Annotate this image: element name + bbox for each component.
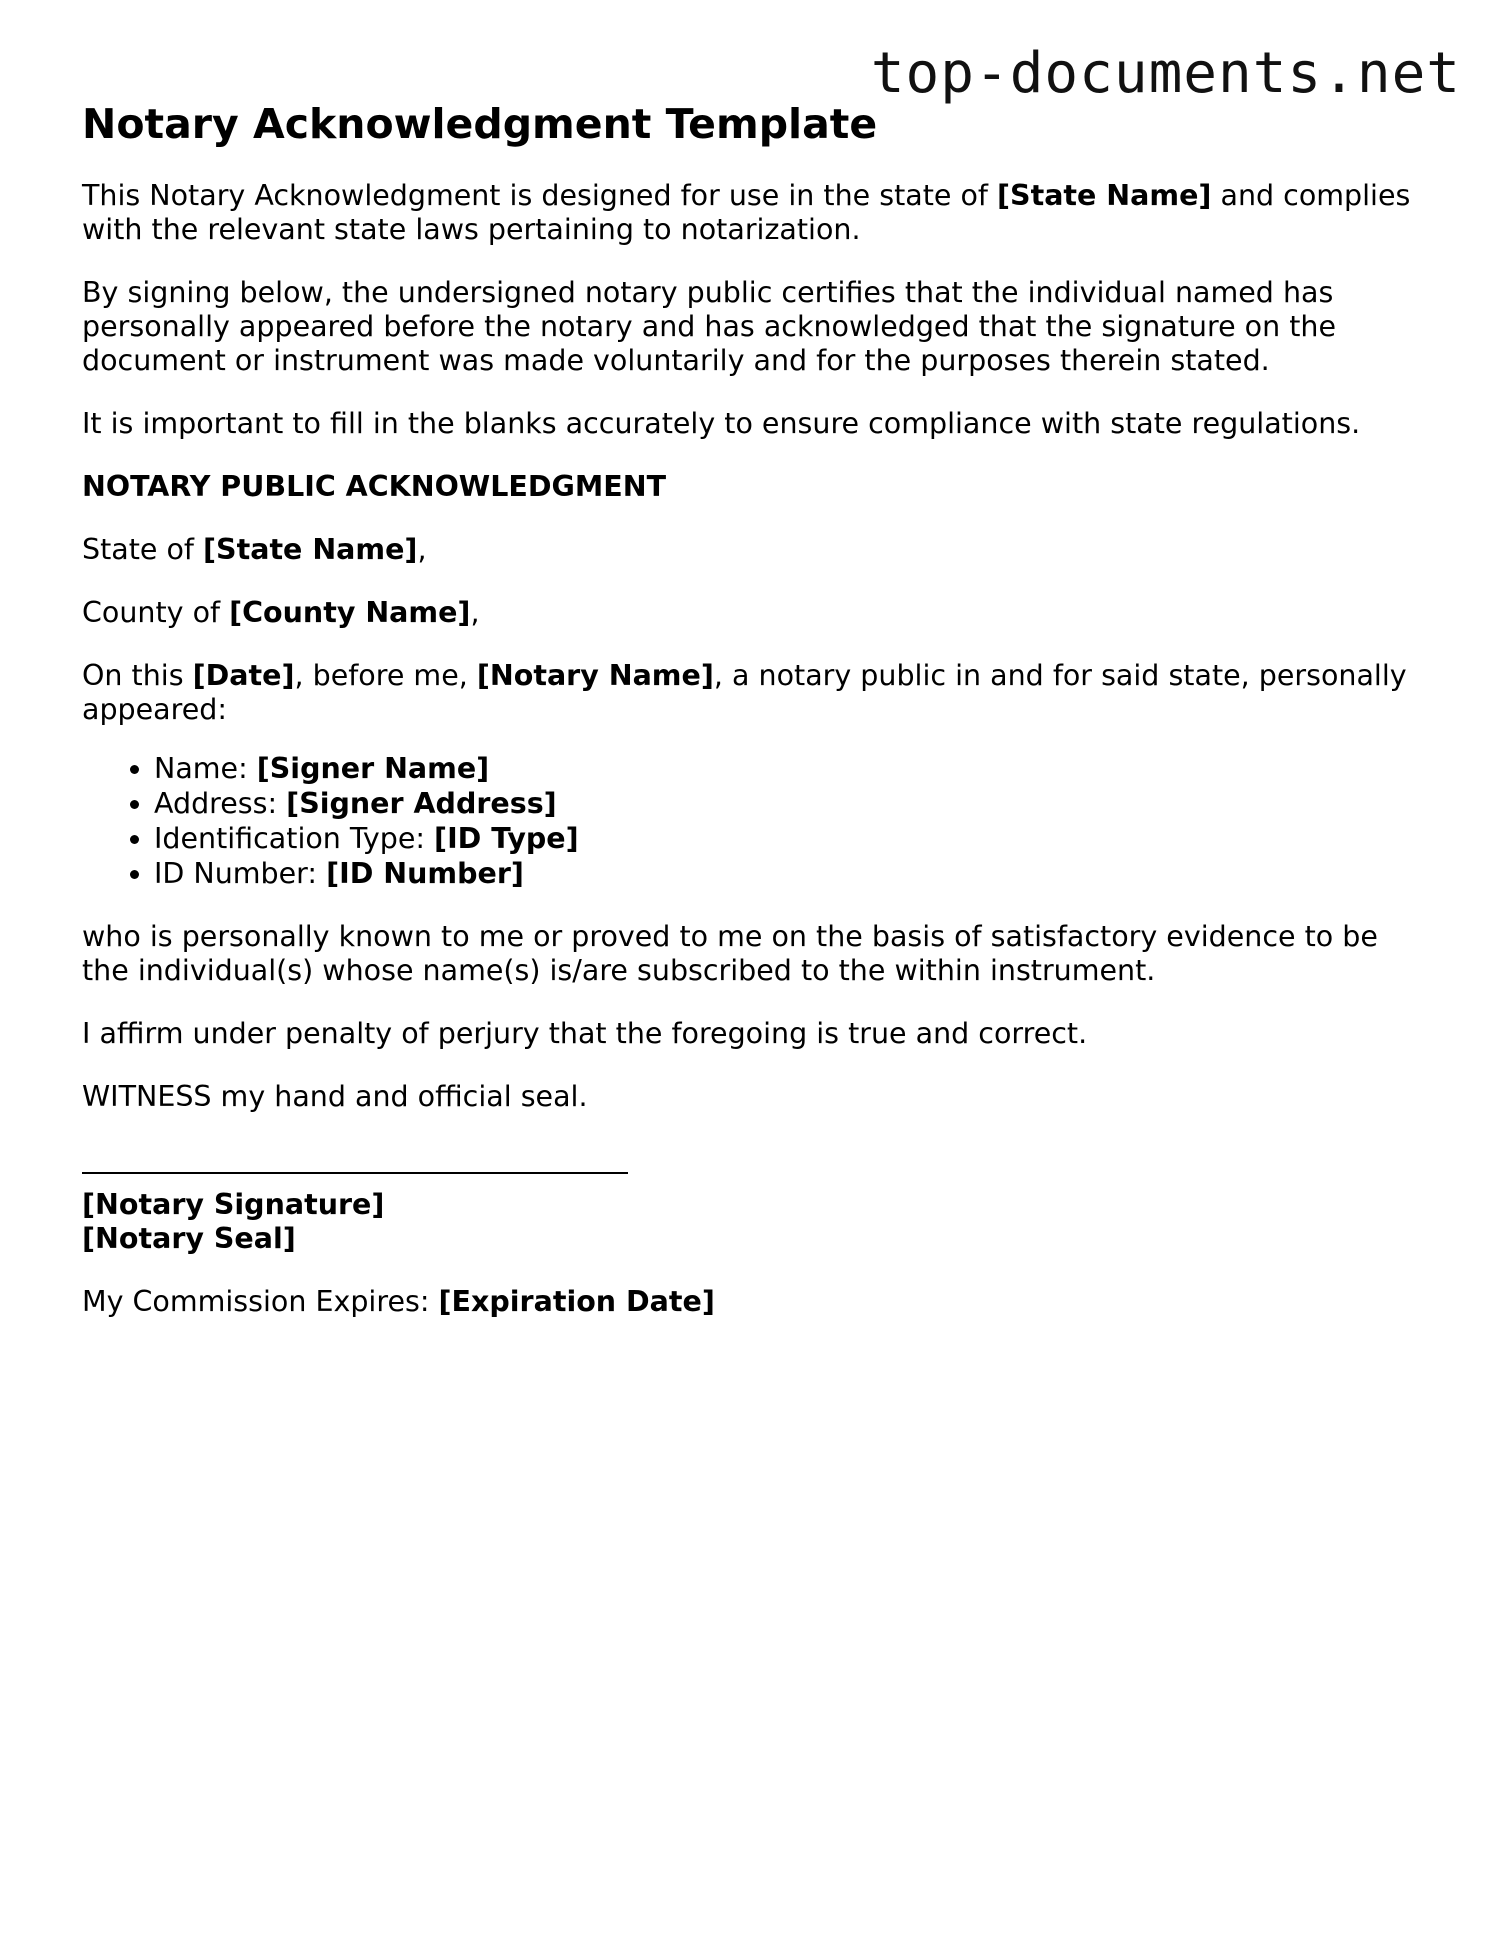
id-number-label: ID Number: xyxy=(154,857,327,891)
intro-paragraph-1 xyxy=(82,179,1422,247)
state-line xyxy=(82,533,1422,567)
signer-fields-list xyxy=(82,751,1422,891)
section-heading-text: NOTARY PUBLIC ACKNOWLEDGMENT xyxy=(82,470,667,504)
affirmation-paragraph: I affirm under penalty of perjury that the foregoing is true and correct. xyxy=(82,1017,1088,1051)
signature-block xyxy=(82,1172,1422,1256)
appearance-rest: , a notary public in and for said state, personally appeared: xyxy=(82,659,1407,727)
commission-label: My Commission Expires: xyxy=(82,1285,439,1319)
id-type-value: [ID Type] xyxy=(434,822,579,856)
appearance-on-this: On this xyxy=(82,659,193,693)
section-heading xyxy=(82,470,1422,504)
document-page xyxy=(82,100,1422,1348)
notary-name-placeholder: [Notary Name] xyxy=(476,659,714,693)
signer-address-value: [Signer Address] xyxy=(286,787,557,821)
appearance-paragraph xyxy=(82,659,1422,727)
intro-text-after: and complies with the relevant state laws pertaining to notarization. xyxy=(82,179,1411,247)
intro-paragraph-2: By signing below, the undersigned notary public certifies that the individual named has personally appeared before the notary and has acknowledged that the signature on the document or instrument was made voluntarily and for the purposes therein stated. xyxy=(82,276,1337,378)
signer-name-value: [Signer Name] xyxy=(256,752,490,786)
commission-expiration-value: [Expiration Date] xyxy=(438,1285,715,1319)
signature-line xyxy=(82,1172,628,1174)
state-value: [State Name] xyxy=(203,533,418,567)
list-item xyxy=(154,856,1422,891)
signer-name-label: Name: xyxy=(154,752,257,786)
signer-address-label: Address: xyxy=(154,787,287,821)
county-label: County of xyxy=(82,596,230,630)
list-item xyxy=(154,751,1422,786)
county-comma: , xyxy=(470,596,480,630)
list-item xyxy=(154,821,1422,856)
evidence-paragraph: who is personally known to me or proved to me on the basis of satisfactory evidence to be the individual(s) whose name(s) is/are subscribed to the within instrument. xyxy=(82,920,1378,988)
notary-signature-placeholder: [Notary Signature] xyxy=(82,1188,385,1222)
intro-paragraph-3: It is important to fill in the blanks accurately to ensure compliance with state regulations. xyxy=(82,407,1361,441)
notary-seal-placeholder: [Notary Seal] xyxy=(82,1222,296,1256)
id-number-value: [ID Number] xyxy=(326,857,524,891)
watermark-text: top-documents.net xyxy=(870,41,1461,106)
witness-paragraph: WITNESS my hand and official seal. xyxy=(82,1080,588,1114)
county-line xyxy=(82,596,1422,630)
list-item xyxy=(154,786,1422,821)
commission-line xyxy=(82,1285,1422,1319)
county-value: [County Name] xyxy=(229,596,471,630)
date-placeholder: [Date] xyxy=(192,659,295,693)
appearance-before-me: , before me, xyxy=(294,659,477,693)
state-label: State of xyxy=(82,533,204,567)
id-type-label: Identification Type: xyxy=(154,822,435,856)
document-title: Notary Acknowledgment Template xyxy=(82,100,878,148)
state-name-placeholder: [State Name] xyxy=(997,179,1212,213)
state-comma: , xyxy=(417,533,427,567)
intro-text-before: This Notary Acknowledgment is designed for use in the state of xyxy=(82,179,998,213)
